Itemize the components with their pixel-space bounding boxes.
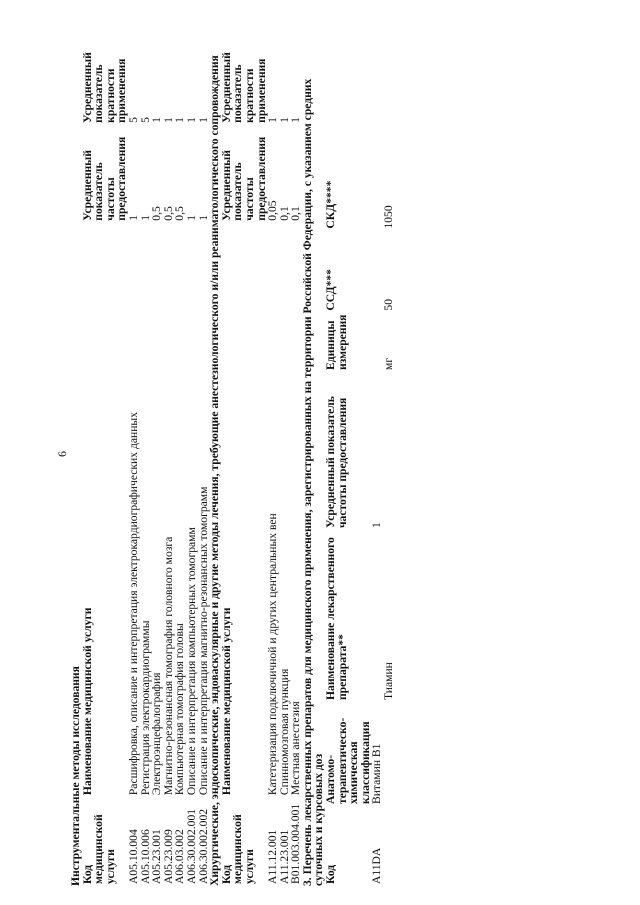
cell-skd: 1050 (382, 205, 396, 229)
cell-code: A06.30.002.002 (196, 808, 210, 884)
cell-frequency: 1 (184, 214, 198, 221)
cell-name: Электроэнцефалография (150, 672, 164, 796)
header-unit: Единицы измерения (324, 314, 349, 370)
cell-name: Описание и интерпретация компьютерных томограмм (184, 527, 198, 796)
cell-code: A06.30.002.001 (184, 808, 198, 884)
table-header-row (221, 36, 267, 886)
cell-code: A11.12.001 (266, 829, 280, 884)
header-multiplicity: Усредненный показатель кратности применения (219, 52, 268, 123)
header-ssd: ССД*** (324, 269, 338, 311)
cell-unit: мг (382, 357, 396, 370)
cell-frequency: 1 (126, 214, 140, 221)
cell-frequency: 0,5 (161, 206, 175, 221)
header-frequency: Усредненный показатель частоты предоставления (80, 136, 129, 221)
table-row (371, 149, 383, 886)
header-code: Код медицинской услуги (80, 814, 117, 884)
cell-multiplicity: 1 (173, 117, 187, 123)
cell-code: A05.23.009 (161, 829, 175, 884)
cell-frequency: 0,1 (289, 206, 303, 221)
header-frequency: Усредненный показатель частоты предоставления (324, 396, 349, 528)
cell-frequency: 0,1 (277, 206, 291, 221)
cell-name: Магнитно-резонансная томография головного мозга (161, 536, 175, 796)
table-instrumental (82, 36, 210, 886)
cell-code: A05.23.001 (150, 829, 164, 884)
rotated-page-content (70, 36, 630, 886)
header-name: Наименование медицинской услуги (80, 607, 94, 796)
cell-code: A11.23.001 (277, 829, 291, 884)
header-name: Наименование медицинской услуги (219, 607, 233, 796)
cell-name: Компьютерная томография головы (173, 623, 187, 796)
cell-name: Описание и интерпретация магнитно-резонансных томограмм (196, 486, 210, 796)
cell-drug: Тиамин (382, 662, 396, 700)
cell-code (383, 806, 395, 886)
header-drug: Наименование лекарственного препарата** (324, 537, 349, 700)
header-atc: Анатомо-терапевтическо-химическая классификация (324, 717, 372, 804)
cell-frequency: 1 (370, 522, 384, 528)
cell-multiplicity: 1 (196, 117, 210, 123)
cell-frequency: 1 (138, 214, 152, 221)
table-header-row (325, 149, 371, 886)
table-row (383, 149, 395, 886)
cell-atc (383, 702, 395, 806)
table-header-row (82, 36, 128, 886)
table-row (128, 36, 140, 886)
cell-multiplicity: 1 (277, 117, 291, 123)
cell-code: A11DA (370, 847, 384, 884)
cell-multiplicity: 1 (150, 117, 164, 123)
cell-multiplicity: 5 (138, 117, 152, 123)
section-title-instrumental: Инструментальные методы исследования (69, 666, 82, 886)
cell-name: Регистрация электрокардиограммы (138, 620, 152, 796)
cell-multiplicity: 5 (126, 117, 140, 123)
table-row (186, 36, 198, 886)
cell-code: B01.003.004.001 (289, 803, 303, 884)
header-code: Код медицинской услуги (219, 814, 256, 884)
header-code: Код (324, 864, 338, 884)
section-title-surgical: Хирургические, эндоскопические, эндоваскулярные и другие методы лечения, требующие анестезиологического и/или реаниматологического сопровождения (208, 55, 222, 886)
cell-multiplicity: 1 (184, 117, 198, 123)
cell-frequency: 0,5 (173, 206, 187, 221)
cell-frequency: 0,05 (266, 200, 280, 221)
cell-code: A06.03.002 (173, 829, 187, 884)
table-drugs (325, 149, 395, 886)
cell-name: Местная анестезия (289, 701, 303, 796)
cell-frequency: 0,5 (150, 206, 164, 221)
cell-name: Катетеризация подключичной и других центральных вен (266, 513, 280, 796)
cell-frequency: 1 (196, 214, 210, 221)
cell-ssd: 50 (382, 298, 396, 311)
header-skd: СКД**** (324, 180, 338, 229)
cell-atc: Витамин B1 (370, 743, 384, 804)
cell-name: Спинномозговая пункция (277, 668, 291, 796)
page-number: 6 (55, 451, 69, 457)
header-multiplicity: Усредненный показатель кратности применения (80, 52, 129, 123)
cell-code: A05.10.004 (126, 829, 140, 884)
cell-code: A05.10.006 (138, 829, 152, 884)
cell-multiplicity: 1 (161, 117, 175, 123)
table-row (267, 36, 279, 886)
table-surgical (221, 36, 302, 886)
section-title-drugs: 3. Перечень лекарственных препаратов для медицинского применения, зарегистрированных на территории Российской Федерации, с указанием средних суточных и курсовых доз (300, 78, 326, 886)
cell-frequency (383, 372, 395, 530)
cell-multiplicity: 1 (266, 117, 280, 123)
cell-multiplicity: 1 (289, 117, 303, 123)
table-row (151, 36, 163, 886)
cell-name: Расшифровка, описание и интерпретация электрокардиографических данных (126, 412, 140, 796)
header-frequency: Усредненный показатель частоты предоставления (219, 136, 268, 221)
